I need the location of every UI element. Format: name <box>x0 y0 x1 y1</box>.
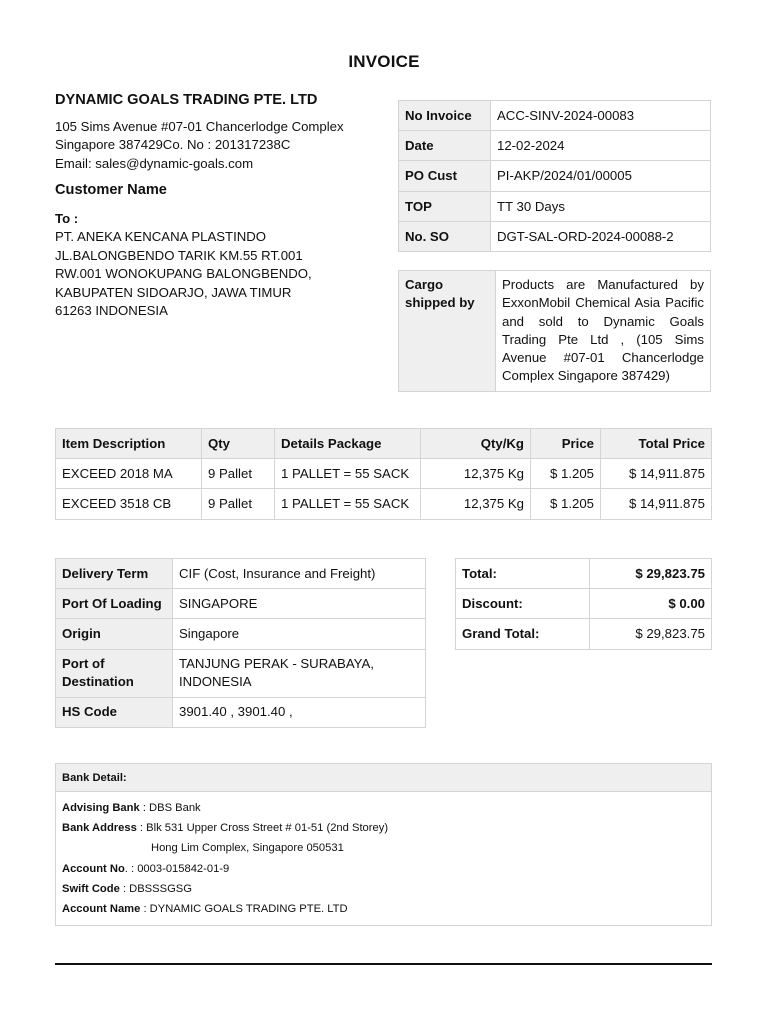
company-address-line2: Singapore 387429Co. No : 201317238C <box>55 137 291 152</box>
to-label: To : <box>55 211 79 226</box>
item-package: 1 PALLET = 55 SACK <box>275 489 421 519</box>
bank-address-line <box>62 818 705 838</box>
totals-table <box>455 558 712 650</box>
swift-code-value: : DBSSSGSG <box>119 882 192 895</box>
total-value: $ 29,823.75 <box>590 559 712 589</box>
column-header: Qty <box>202 429 275 459</box>
meta-value: PI-AKP/2024/01/00005 <box>491 161 711 191</box>
meta-row <box>399 191 711 221</box>
account-no-value: . : 0003-015842-01-9 <box>124 862 230 875</box>
grand-total-value: $ 29,823.75 <box>590 619 712 649</box>
meta-label: Date <box>399 131 491 161</box>
meta-value: TT 30 Days <box>491 191 711 221</box>
bank-detail-box <box>55 763 712 926</box>
discount-label: Discount: <box>456 589 590 619</box>
items-table <box>55 428 712 520</box>
total-label: Total: <box>456 559 590 589</box>
column-header: Price <box>531 429 601 459</box>
delivery-value: TANJUNG PERAK - SURABAYA, INDONESIA <box>173 649 426 697</box>
delivery-value: Singapore <box>173 619 426 649</box>
account-name-value: : DYNAMIC GOALS TRADING PTE. LTD <box>140 902 348 915</box>
item-qty-kg: 12,375 Kg <box>421 459 531 489</box>
item-qty-kg: 12,375 Kg <box>421 489 531 519</box>
totals-row <box>456 619 712 649</box>
totals-row <box>456 589 712 619</box>
delivery-row <box>56 619 426 649</box>
customer-line: RW.001 WONOKUPANG BALONGBENDO, <box>55 266 312 282</box>
advising-bank-label: Advising Bank <box>62 802 140 814</box>
item-total: $ 14,911.875 <box>601 489 712 519</box>
cargo-label: Cargo shipped by <box>399 271 496 392</box>
meta-label: No Invoice <box>399 101 491 131</box>
swift-code-line <box>62 879 705 899</box>
delivery-label: Port of Destination <box>56 649 173 697</box>
account-name-label: Account Name <box>62 902 141 915</box>
meta-label: PO Cust <box>399 161 491 191</box>
account-no-line <box>62 859 705 879</box>
delivery-value: SINGAPORE <box>173 589 426 619</box>
cargo-value: Products are Manufactured by ExxonMobil Chemical Asia Pacific and sold to Dynamic Goals Trading Pte Ltd , (105 Sims Avenue #07-01 Chancerlodge Complex Singapore 387429) <box>496 271 711 392</box>
column-header: Details Package <box>275 429 421 459</box>
item-qty: 9 Pallet <box>202 489 275 519</box>
cargo-row <box>399 271 711 392</box>
customer-line: KABUPATEN SIDOARJO, JAWA TIMUR <box>55 284 292 300</box>
meta-label: TOP <box>399 191 491 221</box>
invoice-meta-table <box>398 100 711 252</box>
company-block <box>55 91 385 173</box>
delivery-row <box>56 589 426 619</box>
company-email: Email: sales@dynamic-goals.com <box>55 155 254 171</box>
bank-detail-body <box>56 792 711 925</box>
account-no-label: Account No <box>62 862 125 875</box>
advising-bank-value: : DBS Bank <box>139 802 201 814</box>
meta-value: ACC-SINV-2024-00083 <box>491 101 711 131</box>
cargo-table <box>398 270 711 392</box>
table-row <box>56 459 712 489</box>
items-header-row <box>56 429 712 459</box>
item-description: EXCEED 3518 CB <box>56 489 202 519</box>
column-header: Qty/Kg <box>421 429 531 459</box>
meta-value: 12-02-2024 <box>491 131 711 161</box>
delivery-label: HS Code <box>56 697 173 727</box>
customer-line: PT. ANEKA KENCANA PLASTINDO <box>55 229 267 245</box>
delivery-value: CIF (Cost, Insurance and Freight) <box>173 559 426 589</box>
bank-detail-heading: Bank Detail: <box>56 764 711 792</box>
customer-address <box>55 210 385 320</box>
invoice-title: INVOICE <box>348 52 420 71</box>
bank-address-value: : Blk 531 Upper Cross Street # 01-51 (2nd Storey) <box>136 822 389 835</box>
column-header: Item Description <box>56 429 202 459</box>
bank-address-line2: Hong Lim Complex, Singapore 050531 <box>151 842 344 855</box>
table-row <box>56 489 712 519</box>
delivery-label: Origin <box>56 619 173 649</box>
customer-line: JL.BALONGBENDO TARIK KM.55 RT.001 <box>55 247 303 263</box>
column-header: Total Price <box>601 429 712 459</box>
item-price: $ 1.205 <box>531 489 601 519</box>
delivery-table <box>55 558 426 728</box>
discount-value: $ 0.00 <box>590 589 712 619</box>
item-price: $ 1.205 <box>531 459 601 489</box>
bottom-divider <box>55 963 712 965</box>
bank-address-label: Bank Address <box>62 822 137 835</box>
delivery-row <box>56 649 426 697</box>
customer-line: 61263 INDONESIA <box>55 303 168 319</box>
company-address-line1: 105 Sims Avenue #07-01 Chancerlodge Complex <box>55 118 344 134</box>
delivery-value: 3901.40 , 3901.40 , <box>173 697 426 727</box>
grand-total-label: Grand Total: <box>456 619 590 649</box>
item-package: 1 PALLET = 55 SACK <box>275 459 421 489</box>
meta-row <box>399 131 711 161</box>
customer-heading: Customer Name <box>55 182 167 198</box>
advising-bank-line <box>62 798 705 818</box>
meta-row <box>399 221 711 251</box>
item-total: $ 14,911.875 <box>601 459 712 489</box>
delivery-label: Delivery Term <box>56 559 173 589</box>
meta-row <box>399 101 711 131</box>
item-qty: 9 Pallet <box>202 459 275 489</box>
delivery-row <box>56 559 426 589</box>
company-name: DYNAMIC GOALS TRADING PTE. LTD <box>55 92 318 108</box>
meta-label: No. SO <box>399 221 491 251</box>
totals-row <box>456 559 712 589</box>
item-description: EXCEED 2018 MA <box>56 459 202 489</box>
swift-code-label: Swift Code <box>62 882 120 895</box>
delivery-row <box>56 697 426 727</box>
delivery-label: Port Of Loading <box>56 589 173 619</box>
account-name-line <box>62 899 705 919</box>
meta-row <box>399 161 711 191</box>
meta-value: DGT-SAL-ORD-2024-00088-2 <box>491 221 711 251</box>
